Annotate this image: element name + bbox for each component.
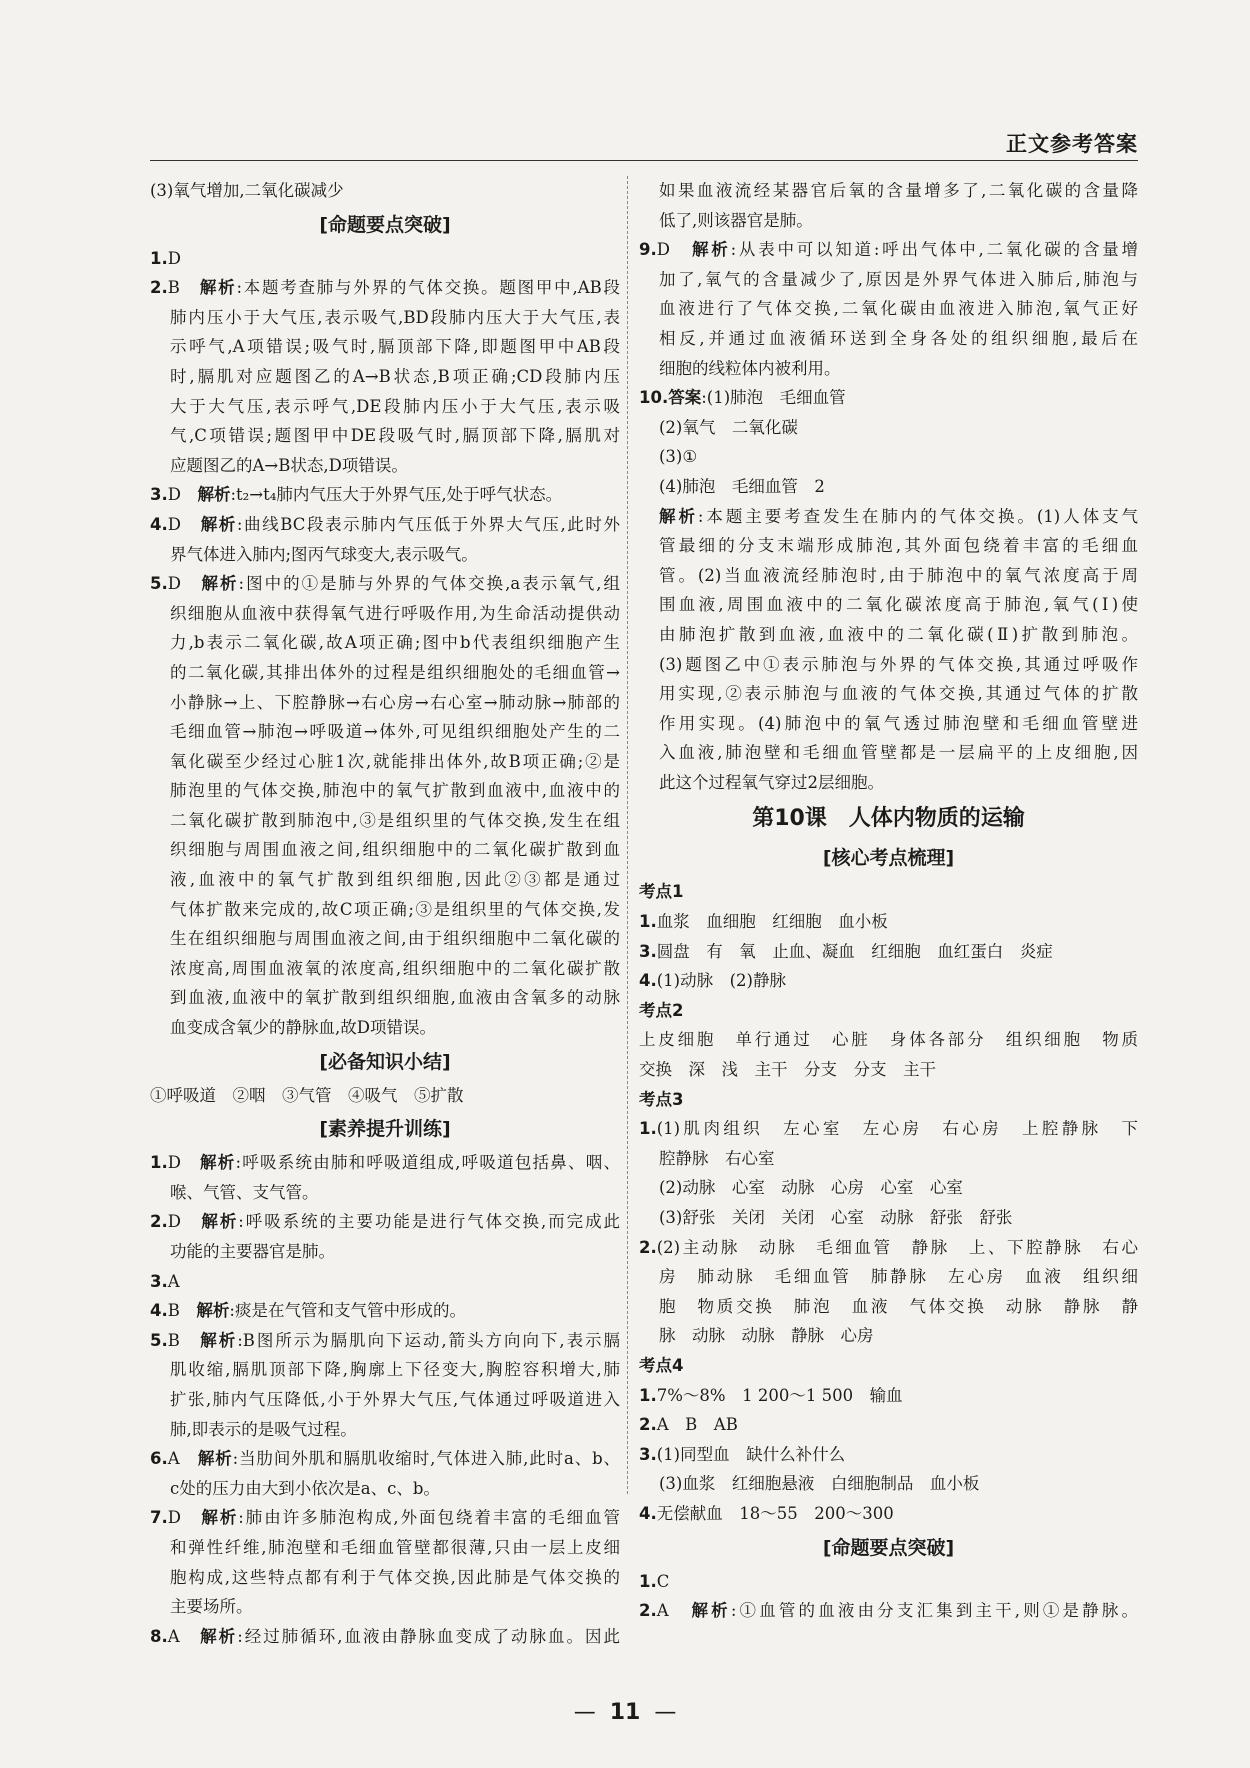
answer-line xyxy=(639,907,1138,937)
answer-text: 到血液,血液中的氧扩散到组织细胞,血液由含氧多的动脉 xyxy=(170,988,620,1008)
analysis-text: :当肋间外肌和膈肌收缩时,气体进入肺,此时a、b、 xyxy=(232,1449,620,1469)
answer-text: 脉 动脉 动脉 静脉 心房 xyxy=(659,1326,874,1346)
answer-text: A xyxy=(167,1271,180,1291)
answer-text: 织细胞从血液中获得氧气进行呼吸作用,为生命活动提供动 xyxy=(170,603,620,623)
analysis-label: 解析 xyxy=(201,1508,239,1528)
answer-text: 液,血液中的氧气扩散到组织细胞,因此②③都是通过 xyxy=(170,870,620,890)
answer-text: 织细胞与周围血液之间,组织细胞中的二氧化碳扩散到血 xyxy=(170,840,620,860)
answer-line xyxy=(639,1381,1138,1411)
analysis-label: 答案 xyxy=(668,388,702,408)
answer-text: D xyxy=(656,240,693,260)
question-number: 4. xyxy=(639,1503,657,1523)
text-line xyxy=(639,1173,1138,1203)
answer-line xyxy=(150,569,620,599)
analysis-text: :痰是在气管和支气管中形成的。 xyxy=(229,1301,466,1321)
question-number: 2. xyxy=(150,1212,168,1232)
text-line xyxy=(150,954,620,984)
answer-line xyxy=(150,1326,620,1356)
text-line xyxy=(150,776,620,806)
text-line xyxy=(639,442,1138,472)
text-line xyxy=(639,738,1138,768)
answer-text: 毛细血管→肺泡→呼吸道→体外,可见组织细胞处产生的二 xyxy=(170,722,620,742)
answer-text: 此这个过程氧气穿过2层细胞。 xyxy=(659,772,884,792)
key-point-label: 考点3 xyxy=(639,1089,684,1109)
column-divider xyxy=(627,176,628,1494)
footer-dash-right: — xyxy=(654,1700,677,1725)
answer-text: 生在组织细胞与周围血液之间,由于组织细胞中二氧化碳的 xyxy=(170,929,620,949)
text-line xyxy=(639,1025,1138,1055)
answer-text: B xyxy=(167,1330,201,1350)
text-line xyxy=(150,1237,620,1267)
answer-text: (2)主动脉 动脉 毛细血管 静脉 上、下腔静脉 右心 xyxy=(656,1237,1138,1257)
answer-text: 气,C项错误;题图甲中DE段吸气时,膈顶部下降,膈肌对 xyxy=(170,426,620,446)
answer-text: 氧化碳至少经过心脏1次,就能排出体外,故B项正确;②是 xyxy=(170,751,620,771)
answer-line xyxy=(639,1567,1138,1597)
question-number: 5. xyxy=(150,1330,168,1350)
answer-text: 的二氧化碳,其排出体外的过程是组织细胞处的毛细血管→ xyxy=(170,662,620,682)
text-line xyxy=(150,747,620,777)
answer-text: 力,b表示二氧化碳,故A项正确;图中b代表组织细胞产生 xyxy=(170,633,620,653)
text-line xyxy=(150,421,620,451)
text-line xyxy=(150,865,620,895)
answer-text: (1)同型血 缺什么补什么 xyxy=(656,1444,846,1464)
answer-text: 用实现,②表示肺泡与血液的气体交换,其通过气体的扩散 xyxy=(659,684,1138,704)
question-number: 2. xyxy=(639,1237,657,1257)
answer-text: 肌收缩,膈肌顶部下降,胸廓上下径变大,胸腔容积增大,肺 xyxy=(170,1360,620,1380)
analysis-text: :t₂→t₄肺内气压大于外界气压,处于呼气状态。 xyxy=(230,485,563,505)
analysis-label: 解析 xyxy=(199,1153,236,1173)
answer-line xyxy=(150,1444,620,1474)
key-point-label: 考点2 xyxy=(639,1000,684,1020)
answer-line xyxy=(639,1440,1138,1470)
analysis-text: :图中的①是肺与外界的气体交换,a表示氧气,组 xyxy=(238,574,620,594)
text-line xyxy=(150,658,620,688)
answer-line xyxy=(150,1503,620,1533)
answer-text: D xyxy=(167,1508,202,1528)
analysis-text: :呼吸系统由肺和呼吸道组成,呼吸道包括鼻、咽、 xyxy=(235,1153,620,1173)
answer-line xyxy=(639,1233,1138,1263)
text-line xyxy=(150,540,620,570)
answer-text: 肺内压小于大气压,表示吸气,BD段肺内压大于大气压,表 xyxy=(170,307,620,327)
answer-text: 功能的主要器官是肺。 xyxy=(170,1242,335,1261)
answer-text: 血液进行了气体交换,二氧化碳由血液进入肺泡,氧气正好 xyxy=(659,299,1138,319)
question-number: 1. xyxy=(150,248,168,268)
answer-line xyxy=(639,1114,1138,1144)
analysis-label: 解析 xyxy=(197,1449,233,1469)
key-point-label: 考点1 xyxy=(639,882,684,902)
answer-text: (3)氧气增加,二氧化碳减少 xyxy=(150,181,344,200)
text-line xyxy=(150,1474,620,1504)
text-line xyxy=(639,413,1138,443)
answer-line xyxy=(150,1207,620,1237)
text-line xyxy=(639,590,1138,620)
footer-dash-left: — xyxy=(573,1700,596,1725)
analysis-label: 解析 xyxy=(200,514,237,534)
text-line xyxy=(639,709,1138,739)
text-line xyxy=(150,1415,620,1445)
question-number: 1. xyxy=(639,912,657,932)
question-number: 4. xyxy=(639,971,657,991)
question-number: 4. xyxy=(150,514,168,534)
answer-text: D xyxy=(167,1212,202,1232)
text-line xyxy=(639,679,1138,709)
text-line xyxy=(150,362,620,392)
answer-text: 圆盘 有 氧 止血、凝血 红细胞 血红蛋白 炎症 xyxy=(656,941,1053,961)
answer-line xyxy=(639,1410,1138,1440)
text-line xyxy=(150,1178,620,1208)
page-footer xyxy=(0,1700,1250,1725)
analysis-label: 解析 xyxy=(659,506,698,526)
question-number: 3. xyxy=(150,1271,168,1291)
text-line xyxy=(639,1292,1138,1322)
text-line xyxy=(150,1533,620,1563)
answer-text: 和弹性纤维,肺泡壁和毛细血管壁都很薄,只由一层上皮细 xyxy=(170,1537,620,1557)
answer-text: ①呼吸道 ②咽 ③气管 ④吸气 ⑤扩散 xyxy=(150,1085,464,1105)
answer-line xyxy=(150,244,620,274)
lesson-title: 第10课 人体内物质的运输 xyxy=(752,806,1025,832)
question-number: 9. xyxy=(639,240,657,260)
answer-line xyxy=(150,1622,620,1652)
answer-text: 胞 物质交换 肺泡 血液 气体交换 动脉 静脉 静 xyxy=(659,1296,1138,1316)
text-line xyxy=(639,354,1138,384)
text-line xyxy=(150,1081,620,1111)
answer-text: D xyxy=(167,485,198,505)
answer-text: 气体扩散来完成的,故C项正确;③是组织里的气体交换,发 xyxy=(170,899,620,919)
answer-text: (4)肺泡 毛细血管 2 xyxy=(659,476,825,496)
answer-text: A xyxy=(167,1626,201,1646)
answer-text: 交换 深 浅 主干 分支 分支 主干 xyxy=(639,1060,936,1080)
answer-text: D xyxy=(167,248,181,268)
section-heading: [素养提升训练] xyxy=(319,1118,451,1141)
answer-text: (3)① xyxy=(659,447,698,467)
analysis-text: :(1)肺泡 毛细血管 xyxy=(701,388,846,408)
question-number: 8. xyxy=(150,1626,168,1646)
answer-text: 血变成含氧少的静脉血,故D项错误。 xyxy=(170,1018,436,1038)
text-line xyxy=(639,768,1138,798)
text-line xyxy=(150,1385,620,1415)
question-number: 2. xyxy=(639,1601,657,1621)
answer-text: A B AB xyxy=(656,1415,738,1435)
answer-text: 管。(2)当血液流经肺泡时,由于肺泡中的氧气浓度高于周 xyxy=(659,565,1138,585)
answer-text: D xyxy=(167,514,201,534)
question-number: 2. xyxy=(639,1415,657,1435)
text-line xyxy=(639,294,1138,324)
answer-text: (1)肌肉组织 左心室 左心房 右心房 上腔静脉 下 xyxy=(656,1119,1138,1139)
text-line xyxy=(150,717,620,747)
text-line xyxy=(150,983,620,1013)
question-number: 6. xyxy=(150,1449,168,1469)
text-line xyxy=(150,176,620,206)
answer-line xyxy=(639,937,1138,967)
answer-text: 大于大气压,表示呼气,DE段肺内压小于大气压,表示吸 xyxy=(170,396,620,416)
text-line xyxy=(639,1055,1138,1085)
right-column xyxy=(639,176,1138,1626)
question-number: 3. xyxy=(639,1444,657,1464)
analysis-text: :从表中可以知道:呼出气体中,二氧化碳的含量增 xyxy=(730,240,1138,260)
answer-text: 如果血液流经某器官后氧的含量增多了,二氧化碳的含量降 xyxy=(659,181,1138,200)
answer-text: 由肺泡扩散到血液,血液中的二氧化碳(Ⅱ)扩散到肺泡。 xyxy=(659,624,1138,644)
text-line xyxy=(150,303,620,333)
text-line xyxy=(150,332,620,362)
section-heading: [命题要点突破] xyxy=(319,213,451,236)
answer-line xyxy=(150,1296,620,1326)
answer-line xyxy=(150,1267,620,1297)
page-header-title: 正文参考答案 xyxy=(1006,132,1138,156)
analysis-label: 解析 xyxy=(196,1301,230,1321)
question-number: 2. xyxy=(150,278,168,298)
answer-text: 肺,即表示的是吸气过程。 xyxy=(170,1419,357,1439)
text-line xyxy=(639,1321,1138,1351)
answer-text: B xyxy=(167,1301,197,1321)
analysis-label: 解析 xyxy=(200,1626,238,1646)
answer-text: (3)血浆 红细胞悬液 白细胞制品 血小板 xyxy=(659,1474,980,1494)
text-line xyxy=(639,502,1138,532)
answer-text: 二氧化碳扩散到肺泡中,③是组织里的气体交换,发生在组 xyxy=(170,810,620,830)
answer-text: A xyxy=(656,1601,692,1621)
answer-text: 细胞的线粒体内被利用。 xyxy=(659,358,841,378)
answer-text: 界气体进入肺内;图丙气球变大,表示吸气。 xyxy=(170,544,478,564)
answer-text: 主要场所。 xyxy=(170,1597,253,1617)
text-line xyxy=(150,835,620,865)
answer-text: 相反,并通过血液循环送到全身各处的组织细胞,最后在 xyxy=(659,328,1138,348)
answer-text: (1)动脉 (2)静脉 xyxy=(656,971,786,991)
text-line xyxy=(639,650,1138,680)
analysis-label: 解析 xyxy=(692,240,731,260)
analysis-text: :曲线BC段表示肺内气压低于外界大气压,此时外 xyxy=(236,514,620,534)
answer-text: 管最细的分支末端形成肺泡,其外面包绕着丰富的毛细血 xyxy=(659,536,1138,556)
question-number: 1. xyxy=(639,1385,657,1405)
answer-text: 房 肺动脉 毛细血管 肺静脉 左心房 血液 组织细 xyxy=(659,1267,1138,1287)
text-line xyxy=(639,1203,1138,1233)
answer-text: 浓度高,周围血液氧的浓度高,组织细胞中的二氧化碳扩散 xyxy=(170,958,620,978)
text-line xyxy=(150,924,620,954)
question-number: 10. xyxy=(639,388,669,408)
text-line xyxy=(150,1592,620,1622)
answer-text: (3)舒张 关闭 关闭 心室 动脉 舒张 舒张 xyxy=(659,1208,1013,1227)
answer-text: C xyxy=(656,1571,670,1591)
question-number: 1. xyxy=(639,1571,657,1591)
analysis-label: 解析 xyxy=(201,574,239,594)
answer-text: (2)氧气 二氧化碳 xyxy=(659,417,798,437)
text-line xyxy=(639,620,1138,650)
text-line xyxy=(150,895,620,925)
analysis-label: 解析 xyxy=(201,1212,239,1232)
answer-text: D xyxy=(167,1153,200,1173)
page-number: 11 xyxy=(609,1700,641,1725)
answer-text: 无偿献血 18～55 200～300 xyxy=(656,1503,894,1523)
answer-line xyxy=(150,1148,620,1178)
answer-line xyxy=(639,966,1138,996)
answer-text: 示呼气,A项错误;吸气时,膈顶部下降,即题图甲中AB段 xyxy=(170,337,620,357)
text-line xyxy=(639,561,1138,591)
analysis-label: 解析 xyxy=(197,485,231,505)
text-line xyxy=(150,1355,620,1385)
answer-text: 作用实现。(4)肺泡中的氧气透过肺泡壁和毛细血管壁进 xyxy=(659,713,1138,733)
question-number: 7. xyxy=(150,1508,168,1528)
answer-text: 应题图乙的A→B状态,D项错误。 xyxy=(170,455,408,475)
text-line xyxy=(639,206,1138,236)
analysis-text: :肺由许多肺泡构成,外面包绕着丰富的毛细血管 xyxy=(238,1508,620,1528)
analysis-label: 解析 xyxy=(199,278,237,298)
section-heading: [必备知识小结] xyxy=(319,1050,451,1073)
answer-text: (2)动脉 心室 动脉 心房 心室 心室 xyxy=(659,1178,963,1198)
question-number: 3. xyxy=(639,941,657,961)
text-line xyxy=(639,1469,1138,1499)
answer-text: 腔静脉 右心室 xyxy=(659,1148,775,1168)
answer-text: A xyxy=(167,1449,198,1469)
analysis-text: :B图所示为膈肌向下运动,箭头方向向下,表示膈 xyxy=(237,1330,620,1350)
analysis-text: :本题考查肺与外界的气体交换。题图甲中,AB段 xyxy=(236,278,620,298)
text-line xyxy=(639,176,1138,206)
text-line xyxy=(150,599,620,629)
question-number: 1. xyxy=(150,1153,168,1173)
section-heading: [命题要点突破] xyxy=(822,1536,955,1559)
analysis-text: :本题主要考查发生在肺内的气体交换。(1)人体支气 xyxy=(697,506,1138,526)
answer-text: B xyxy=(167,278,200,298)
answer-text: 肺泡里的气体交换,肺泡中的氧气扩散到血液中,血液中的 xyxy=(170,781,620,801)
header-rule xyxy=(150,160,1138,161)
answer-text: 扩张,肺内气压降低,小于外界大气压,气体通过呼吸道进入 xyxy=(170,1389,620,1409)
answer-line xyxy=(639,235,1138,265)
text-line xyxy=(639,1262,1138,1292)
text-line xyxy=(639,324,1138,354)
answer-text: 小静脉→上、下腔静脉→右心房→右心室→肺动脉→肺部的 xyxy=(170,692,620,712)
answer-text: 血浆 血细胞 红细胞 血小板 xyxy=(656,912,888,932)
analysis-label: 解析 xyxy=(200,1330,238,1350)
answer-text: 胞构成,这些特点都有利于气体交换,因此肺是气体交换的 xyxy=(170,1567,620,1587)
text-line xyxy=(150,1563,620,1593)
question-number: 4. xyxy=(150,1301,168,1321)
text-line xyxy=(639,531,1138,561)
text-line xyxy=(150,688,620,718)
text-line xyxy=(639,472,1138,502)
answer-line xyxy=(639,383,1138,413)
answer-text: 加了,氧气的含量减少了,原因是外界气体进入肺后,肺泡与 xyxy=(659,269,1138,289)
text-line xyxy=(150,392,620,422)
answer-line xyxy=(639,1499,1138,1529)
text-line xyxy=(639,265,1138,295)
answer-text: 低了,则该器官是肺。 xyxy=(659,210,813,230)
answer-text: 时,膈肌对应题图乙的A→B状态,B项正确;CD段肺内压 xyxy=(170,366,620,386)
answer-line xyxy=(150,510,620,540)
section-heading: [核心考点梳理] xyxy=(822,847,955,870)
answer-text: (3)题图乙中①表示肺泡与外界的气体交换,其通过呼吸作 xyxy=(659,654,1138,674)
answer-line xyxy=(639,1596,1138,1626)
analysis-text: :经过肺循环,血液由静脉血变成了动脉血。因此 xyxy=(237,1626,620,1646)
question-number: 1. xyxy=(639,1119,657,1139)
question-number: 3. xyxy=(150,485,168,505)
key-point-label: 考点4 xyxy=(639,1355,684,1375)
answer-text: 7%～8% 1 200～1 500 输血 xyxy=(656,1385,903,1405)
answer-text: 上皮细胞 单行通过 心脏 身体各部分 组织细胞 物质 xyxy=(639,1030,1138,1050)
text-line xyxy=(639,1144,1138,1174)
answer-text: D xyxy=(167,574,202,594)
analysis-text: :呼吸系统的主要功能是进行气体交换,而完成此 xyxy=(238,1212,620,1232)
text-line xyxy=(150,806,620,836)
answer-line xyxy=(150,480,620,510)
answer-text: 围血液,周围血液中的二氧化碳浓度高于肺泡,氧气(Ⅰ)使 xyxy=(659,595,1138,615)
analysis-text: :①血管的血液由分支汇集到主干,则①是静脉。 xyxy=(730,1601,1138,1621)
text-line xyxy=(150,628,620,658)
text-line xyxy=(150,1013,620,1043)
text-line xyxy=(150,451,620,481)
question-number: 5. xyxy=(150,574,168,594)
answer-text: 入血液,肺泡壁和毛细血管壁都是一层扁平的上皮细胞,因 xyxy=(659,743,1138,763)
answer-text: c处的压力由大到小依次是a、c、b。 xyxy=(170,1478,440,1498)
answer-text: 喉、气管、支气管。 xyxy=(170,1182,319,1202)
analysis-label: 解析 xyxy=(691,1601,731,1621)
left-column xyxy=(150,176,620,1651)
answer-line xyxy=(150,273,620,303)
